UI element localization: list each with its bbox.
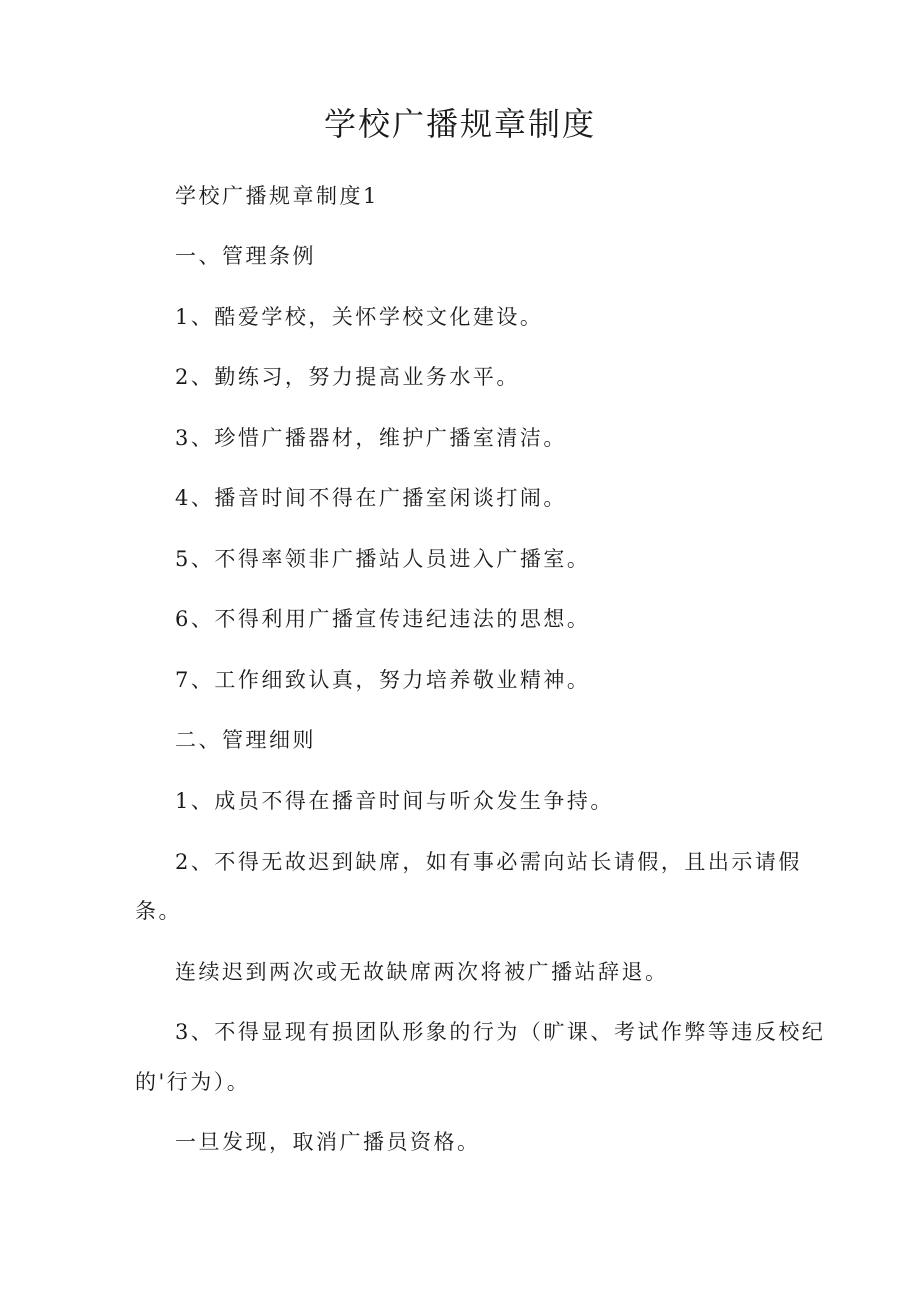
- subsection-heading: 二、管理细则: [175, 728, 316, 752]
- section-heading: 学校广播规章制度1: [175, 184, 379, 208]
- rule-note: 连续迟到两次或无故缺席两次将被广播站辞退。: [175, 960, 669, 984]
- document-title: 学校广播规章制度: [323, 105, 596, 143]
- rule-item: 2、勤练习，努力提高业务水平。: [175, 365, 520, 389]
- rule-item: 7、工作细致认真，努力培养敬业精神。: [175, 668, 591, 692]
- rule-item: 2、不得无故迟到缺席，如有事必需向站长请假，且出示请假: [175, 850, 802, 874]
- rule-item: 3、不得显现有损团队形象的行为（旷课、考试作弊等违反校纪: [175, 1020, 826, 1044]
- rule-item: 1、酷爱学校，关怀学校文化建设。: [175, 305, 544, 329]
- rule-item: 3、珍惜广播器材，维护广播室清洁。: [175, 426, 567, 450]
- rule-item-continuation: 条。: [135, 899, 182, 923]
- rule-item: 4、播音时间不得在广播室闲谈打闹。: [175, 486, 567, 510]
- subsection-heading: 一、管理条例: [175, 244, 316, 268]
- rule-item: 6、不得利用广播宣传违纪违法的思想。: [175, 607, 591, 631]
- rule-note: 一旦发现，取消广播员资格。: [175, 1130, 481, 1154]
- rule-item-continuation: 的'行为）。: [135, 1070, 251, 1094]
- rule-item: 1、成员不得在播音时间与听众发生争持。: [175, 789, 614, 813]
- rule-item: 5、不得率领非广播站人员进入广播室。: [175, 547, 591, 571]
